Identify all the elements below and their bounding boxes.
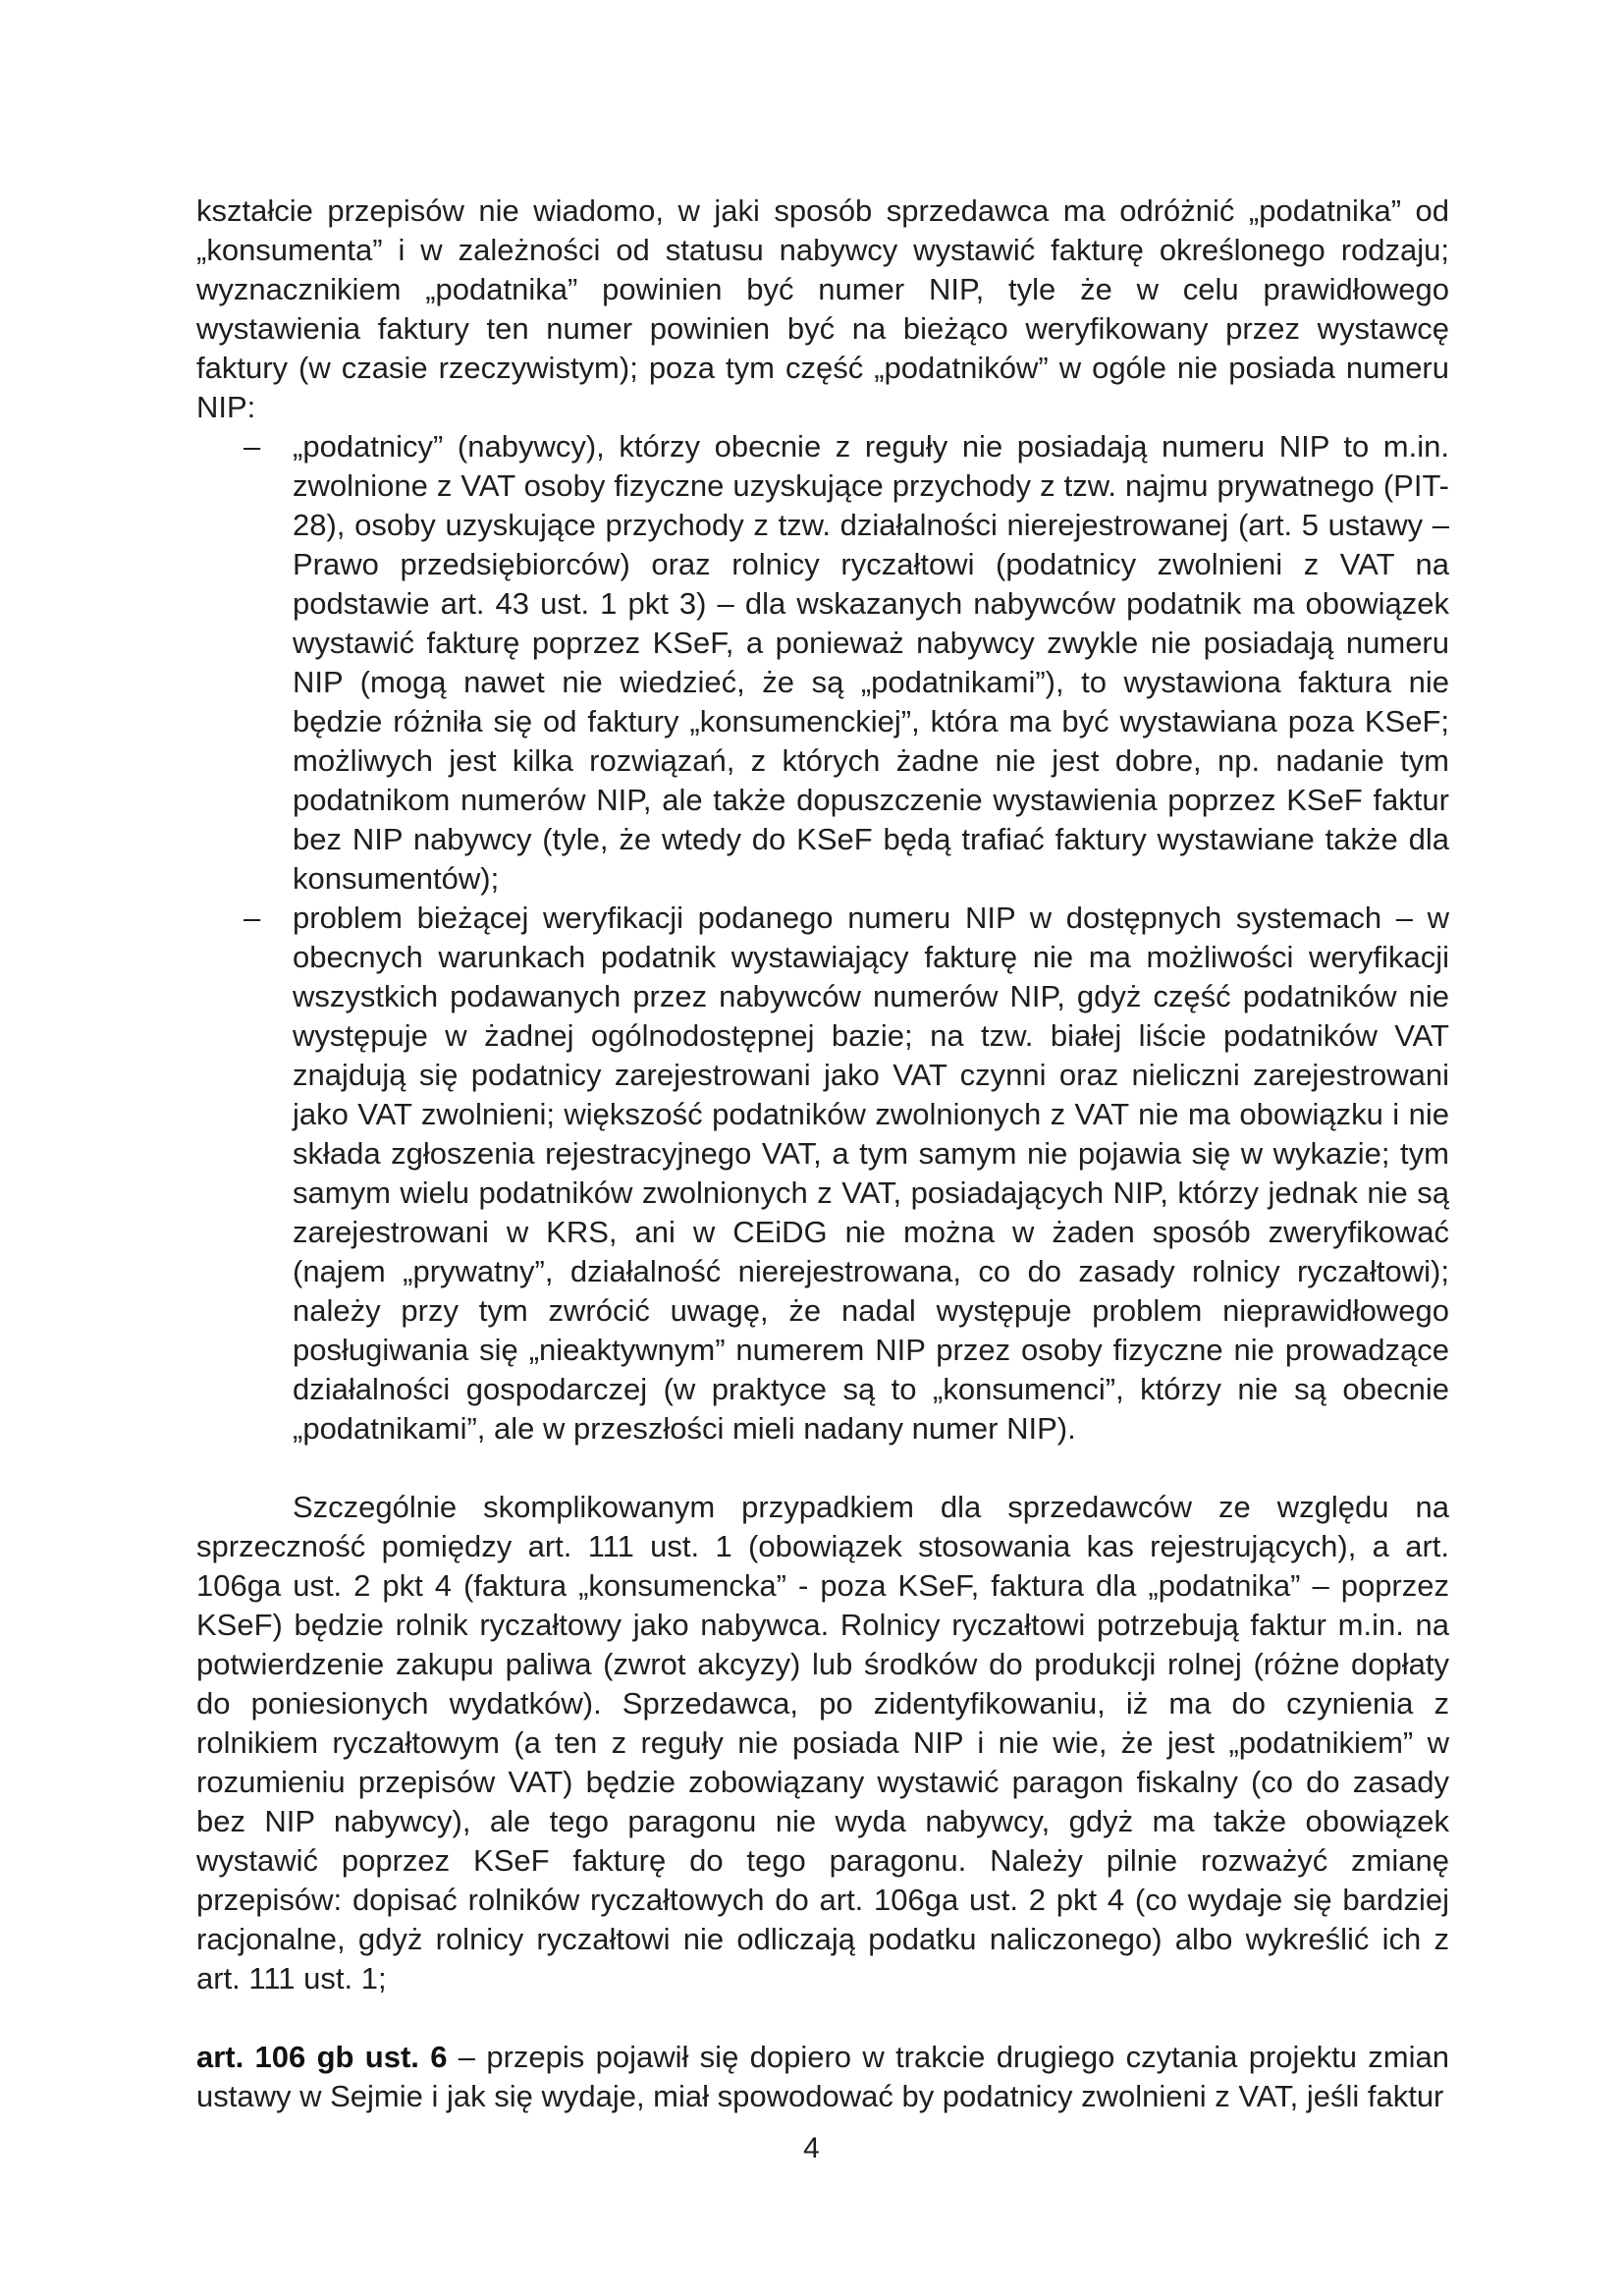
document-body: [196, 191, 1449, 2116]
list-item: [196, 427, 1449, 899]
list-item: [196, 899, 1449, 1449]
list-item-text: problem bieżącej weryfikacji podanego numeru NIP w dostępnych systemach – w obecnych warunkach podatnik wystawiający fakturę nie ma możliwości weryfikacji wszystkich podawanych przez nabywców numerów NIP, gdyż część podatników nie występuje w żadnej ogólnodostępnej bazie; na tzw. białej liście podatników VAT znajdują się podatnicy zarejestrowani jako VAT czynni oraz nieliczni zarejestrowani jako VAT zwolnieni; większość podatników zwolnionych z VAT nie ma obowiązku i nie składa zgłoszenia rejestracyjnego VAT, a tym samym nie pojawia się w wykazie; tym samym wielu podatników zwolnionych z VAT, posiadających NIP, którzy jednak nie są zarejestrowani w KRS, ani w CEiDG nie można w żaden sposób zweryfikować (najem „prywatny”, działalność nierejestrowana, co do zasady rolnicy ryczałtowi); należy przy tym zwrócić uwagę, że nadal występuje problem nieprawidłowego posługiwania się „nieaktywnym” numerem NIP przez osoby fizyczne nie prowadzące działalności gospodarczej (w praktyce są to „konsumenci”, którzy nie są obecnie „podatnikami”, ale w przeszłości mieli nadany numer NIP).: [293, 901, 1449, 1446]
dash-bullet-marker: –: [243, 901, 261, 935]
page-number: 4: [803, 2132, 820, 2164]
dash-list: [196, 427, 1449, 1449]
paragraph-art-106gb-text: – przepis pojawił się dopiero w trakcie drugiego czytania projektu zmian ustawy w Sejmie i jak się wydaje, miał spowodować by podatnicy zwolnieni z VAT, jeśli faktur: [196, 2040, 1449, 2113]
article-reference: art. 106 gb ust. 6: [196, 2040, 448, 2074]
paragraph-farmers: Szczególnie skomplikowanym przypadkiem dla sprzedawców ze względu na sprzeczność pomiędzy art. 111 ust. 1 (obowiązek stosowania kas rejestrujących), a art. 106ga ust. 2 pkt 4 (faktura „konsumencka” - poza KSeF, faktura dla „podatnika” – poprzez KSeF) będzie rolnik ryczałtowy jako nabywca. Rolnicy ryczałtowi potrzebują faktur m.in. na potwierdzenie zakupu paliwa (zwrot akcyzy) lub środków do produkcji rolnej (różne dopłaty do poniesionych wydatków). Sprzedawca, po zidentyfikowaniu, iż ma do czynienia z rolnikiem ryczałtowym (a ten z reguły nie posiada NIP i nie wie, że jest „podatnikiem” w rozumieniu przepisów VAT) będzie zobowiązany wystawić paragon fiskalny (co do zasady bez NIP nabywcy), ale tego paragonu nie wyda nabywcy, gdyż ma także obowiązek wystawić poprzez KSeF fakturę do tego paragonu. Należy pilnie rozważyć zmianę przepisów: dopisać rolników ryczałtowych do art. 106ga ust. 2 pkt 4 (co wydaje się bardziej racjonalne, gdyż rolnicy ryczałtowi nie odliczają podatku naliczonego) albo wykreślić ich z art. 111 ust. 1;: [196, 1490, 1449, 1995]
paragraph-art-106gb: [196, 2038, 1449, 2116]
dash-bullet-marker: –: [243, 429, 261, 464]
paragraph-intro: kształcie przepisów nie wiadomo, w jaki sposób sprzedawca ma odróżnić „podatnika” od „konsumenta” i w zależności od statusu nabywcy wystawić fakturę określonego rodzaju; wyznacznikiem „podatnika” powinien być numer NIP, tyle że w celu prawidłowego wystawienia faktury ten numer powinien być na bieżąco weryfikowany przez wystawcę faktury (w czasie rzeczywistym); poza tym część „podatników” w ogóle nie posiada numeru NIP:: [196, 193, 1449, 424]
list-item-text: „podatnicy” (nabywcy), którzy obecnie z reguły nie posiadają numeru NIP to m.in. zwolnione z VAT osoby fizyczne uzyskujące przychody z tzw. najmu prywatnego (PIT-28), osoby uzyskujące przychody z tzw. działalności nierejestrowanej (art. 5 ustawy – Prawo przedsiębiorców) oraz rolnicy ryczałtowi (podatnicy zwolnieni z VAT na podstawie art. 43 ust. 1 pkt 3) – dla wskazanych nabywców podatnik ma obowiązek wystawić fakturę poprzez KSeF, a ponieważ nabywcy zwykle nie posiadają numeru NIP (mogą nawet nie wiedzieć, że są „podatnikami”), to wystawiona faktura nie będzie różniła się od faktury „konsumenckiej”, która ma być wystawiana poza KSeF; możliwych jest kilka rozwiązań, z których żadne nie jest dobre, np. nadanie tym podatnikom numerów NIP, ale także dopuszczenie wystawienia poprzez KSeF faktur bez NIP nabywcy (tyle, że wtedy do KSeF będą trafiać faktury wystawiane także dla konsumentów);: [293, 429, 1449, 896]
